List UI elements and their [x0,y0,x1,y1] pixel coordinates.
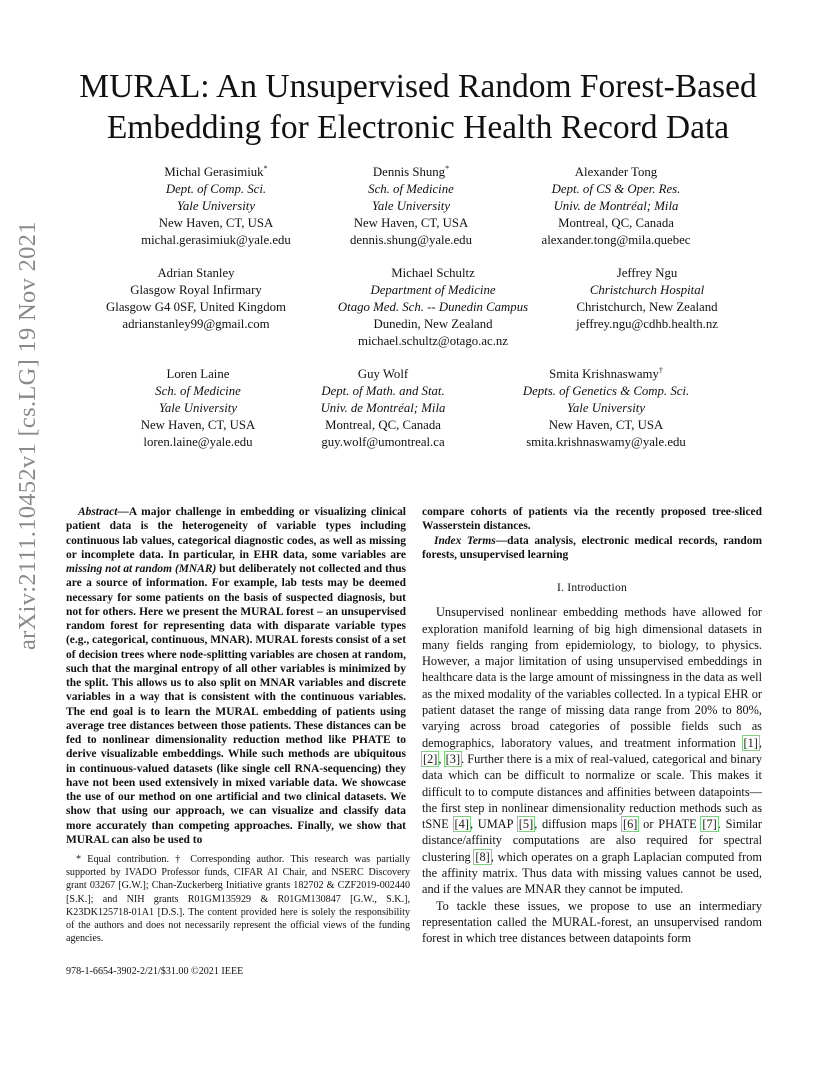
author-name: Michael Schultz [391,266,475,280]
footnote [66,853,410,945]
citation-link[interactable]: [7] [702,817,717,832]
citation-link[interactable]: [8] [475,849,490,864]
index-terms-lead: Index Terms [434,534,496,547]
author-email: adrianstanley99@gmail.com [122,317,270,331]
author-block [506,164,726,249]
author-location: New Haven, CT, USA [353,216,469,230]
author-location: New Haven, CT, USA [548,418,664,432]
intro-text: Unsupervised nonlinear embedding methods have allowed for exploration manifold learning of big high dimensional datasets in many fields ranging from epidemiology, to biology, to physics. However, a major limitation of using unsupervised embeddings in healthcare data is the large amount of missingness in the data as well as the mixed modality of the variables collected. In a typical EHR or patient dataset the range of missing data range from 20% to 80%, varying across broad categories of possible fields such as demographics, laboratory values, and treatment information [422,605,762,750]
author-name: Alexander Tong [574,165,658,179]
abstract [66,505,406,847]
author-block [313,265,553,350]
intro-text: , diffusion maps [534,817,622,832]
intro-text: , which operates on a graph Laplacian computed from the affinity matrix. Thus data with missing values cannot be used, and if the values are MNAR they cannot be imputed. [422,849,762,897]
author-mark: * [445,164,450,173]
intro-text: or PHATE [638,817,702,832]
author-email: michael.schultz@otago.ac.nz [357,334,508,348]
author-dept: Dept. of CS & Oper. Res. [551,182,681,196]
author-dept: Sch. of Medicine [155,384,241,398]
abstract-text-2: but deliberately not collected and thus are a source of information. For example, lab tests may be deemed necessary for some patients on the basis of suspected diagnosis, but not for others. Here we present the MURAL forest – an unsupervised random forest for representing data with disparate variable types (e.g., categorical, continuous, MNAR). MURAL forests consist of a set of decision trees where node-splitting variables are chosen at random, such that the marginal entropy of all other variables is minimized by the split. This allows us to also split on MNAR variables and discrete variables in a way that is consistent with the continuous variables. The end goal is to learn the MURAL embedding of patients using average tree distances between those patients. These distances can be fed to nonlinear dimensionality reduction method like PHATE to derive visualizable embeddings. While such methods are ubiquitous in continuous-valued datasets (like single cell RNA-sequencing) they have not been used extensively in mixed variable data. We showcase the use of our method on one artificial and two clinical datasets. We show that using our approach, we can visualize and classify data more accurately than competing approaches. Finally, we show that MURAL can also be used to [66,563,407,846]
author-name: Dennis Shung [372,165,446,179]
citation-link[interactable]: [6] [622,817,638,832]
author-location: Montreal, QC, Canada [558,216,674,230]
intro-text: . Similar distance/affinity computations are also required for spectral clustering [422,817,762,864]
author-inst: Univ. de Montréal; Mila [320,401,446,415]
author-dept: Dept. of Math. and Stat. [321,384,445,398]
citation-link[interactable]: [3] [445,751,461,766]
index-terms [422,534,762,563]
abstract-dash: — [117,506,129,518]
author-block [106,164,326,249]
author-dept: Department of Medicine [370,283,496,297]
title-line-2: Embedding for Electronic Health Record Data [106,109,730,146]
author-block [537,265,757,333]
abstract-text-1: A major challenge in embedding or visualizing clinical patient data is the heterogeneity of variable types including continuous lab values, categorical diagnostic codes, as well as missing or incomplete data. In particular, in EHR data, some variables are [66,506,406,561]
citation-link[interactable]: [4] [454,817,469,832]
author-name: Loren Laine [166,367,230,381]
author-inst: Glasgow G4 0SF, United Kingdom [106,300,286,314]
title-line-1: MURAL: An Unsupervised Random Forest-Based [79,68,757,105]
author-inst: Yale University [566,401,646,415]
abstract-continuation: compare cohorts of patients via the recently proposed tree-sliced Wasserstein distances. [422,506,762,533]
author-email: loren.laine@yale.edu [143,435,253,449]
author-inst: Otago Med. Sch. -- Dunedin Campus [337,300,529,314]
author-name: Michal Gerasimiuk [164,165,264,179]
arxiv-identifier: arXiv:2111.10452v1 [cs.LG] 19 Nov 2021 [14,221,41,650]
author-block [496,366,716,451]
abstract-lead: Abstract [78,506,118,518]
paper-title [70,66,766,148]
author-block [301,164,521,249]
author-email: smita.krishnaswamy@yale.edu [526,435,686,449]
author-mark: * [263,164,268,173]
intro-text: , UMAP [469,817,518,832]
author-location: New Haven, CT, USA [140,418,256,432]
index-terms-text: data analysis, electronic medical records, random forests, unsupervised learning [422,534,762,561]
author-name: Guy Wolf [357,367,409,381]
index-terms-dash: — [495,534,508,547]
right-column [422,505,762,947]
intro-paragraph-2: To tackle these issues, we propose to use an intermediary representation called the MURAL-forest, an unsupervised random forest in which tree distances between datapoints form [422,898,762,946]
author-dept: Christchurch Hospital [589,283,705,297]
copyright-notice: 978-1-6654-3902-2/21/$31.00 ©2021 IEEE [66,966,244,977]
author-dept: Dept. of Comp. Sci. [165,182,267,196]
author-email: michal.gerasimiuk@yale.edu [141,233,291,247]
author-inst: Christchurch, New Zealand [576,300,718,314]
author-dept: Glasgow Royal Infirmary [130,283,262,297]
section-heading-introduction: I. Introduction [557,581,627,594]
author-name: Jeffrey Ngu [616,266,678,280]
footnote-text: * Equal contribution. † Corresponding author. This research was partially supported by IVADO Professor funds, CIFAR AI Chair, and NSERC Discovery grant 03267 [G.W.]; Chan-Zuckerberg Initiative grants 182702 & CZF2019-002440 [S.K.]; and NIH grants R01GM135929 & R01GM130847 [G.W., S.K.], K23DK125718-01A1 [D.S.]. The content provided here is solely the responsibility of the authors and does not necessarily represent the official views of the funding agencies. [66,854,410,945]
citation-link[interactable]: [1] [743,735,758,750]
citation-link[interactable]: [5] [518,817,534,832]
author-location: New Haven, CT, USA [158,216,274,230]
author-block [86,265,306,333]
author-name: Adrian Stanley [157,266,235,280]
author-location: Dunedin, New Zealand [373,317,493,331]
author-block [98,366,298,451]
author-dept: Depts. of Genetics & Comp. Sci. [522,384,690,398]
author-block [283,366,483,451]
author-email: alexander.tong@mila.quebec [541,233,691,247]
intro-text: . Further there is a mix of real-valued, categorical and binary data which can be difficult to normalize or scale. This makes it difficult to to compute distances and affinities between datapoints—the first step in nonlinear dimensionality reduction methods such as tSNE [422,751,762,832]
author-inst: Yale University [371,199,451,213]
author-mark: † [658,366,663,375]
author-email: dennis.shung@yale.edu [350,233,472,247]
author-location: Montreal, QC, Canada [325,418,441,432]
author-inst: Yale University [176,199,256,213]
author-dept: Sch. of Medicine [368,182,454,196]
author-inst: Univ. de Montréal; Mila [553,199,679,213]
author-email: guy.wolf@umontreal.ca [321,435,445,449]
author-email: jeffrey.ngu@cdhb.health.nz [576,317,718,331]
abstract-emphasis: missing not at random (MNAR) [66,563,217,575]
author-name: Smita Krishnaswamy [549,367,659,381]
intro-paragraph-1: Unsupervised nonlinear embedding methods have allowed for exploration manifold learning of big high dimensional datasets in many fields ranging from epidemiology, to biology, to physics. However, a major limitation of using unsupervised embeddings in healthcare data is the large amount of missingness in the data as well as the mixed modality of the variables collected. In a typical EHR or patient dataset the range of missing data range from 20% to 80%, varying across broad categories of possible fields such as demographics, laboratory values, and treatment information [1], [2], [3]. Further there is a mix of real-valued, categorical and binary data which can be difficult to normalize or scale. This makes it difficult to to compute distances and affinities between datapoints—the first step in nonlinear dimensionality reduction methods such as tSNE [4], UMAP [5], diffusion maps [6] or PHATE [7]. Similar distance/affinity computations are also required for spectral clustering [8], which operates on a graph Laplacian computed from the affinity matrix. Thus data with missing values cannot be used, and if the values are MNAR they cannot be imputed. [422,605,762,897]
citation-link[interactable]: [2] [423,751,438,766]
left-column [66,505,406,847]
author-inst: Yale University [158,401,238,415]
